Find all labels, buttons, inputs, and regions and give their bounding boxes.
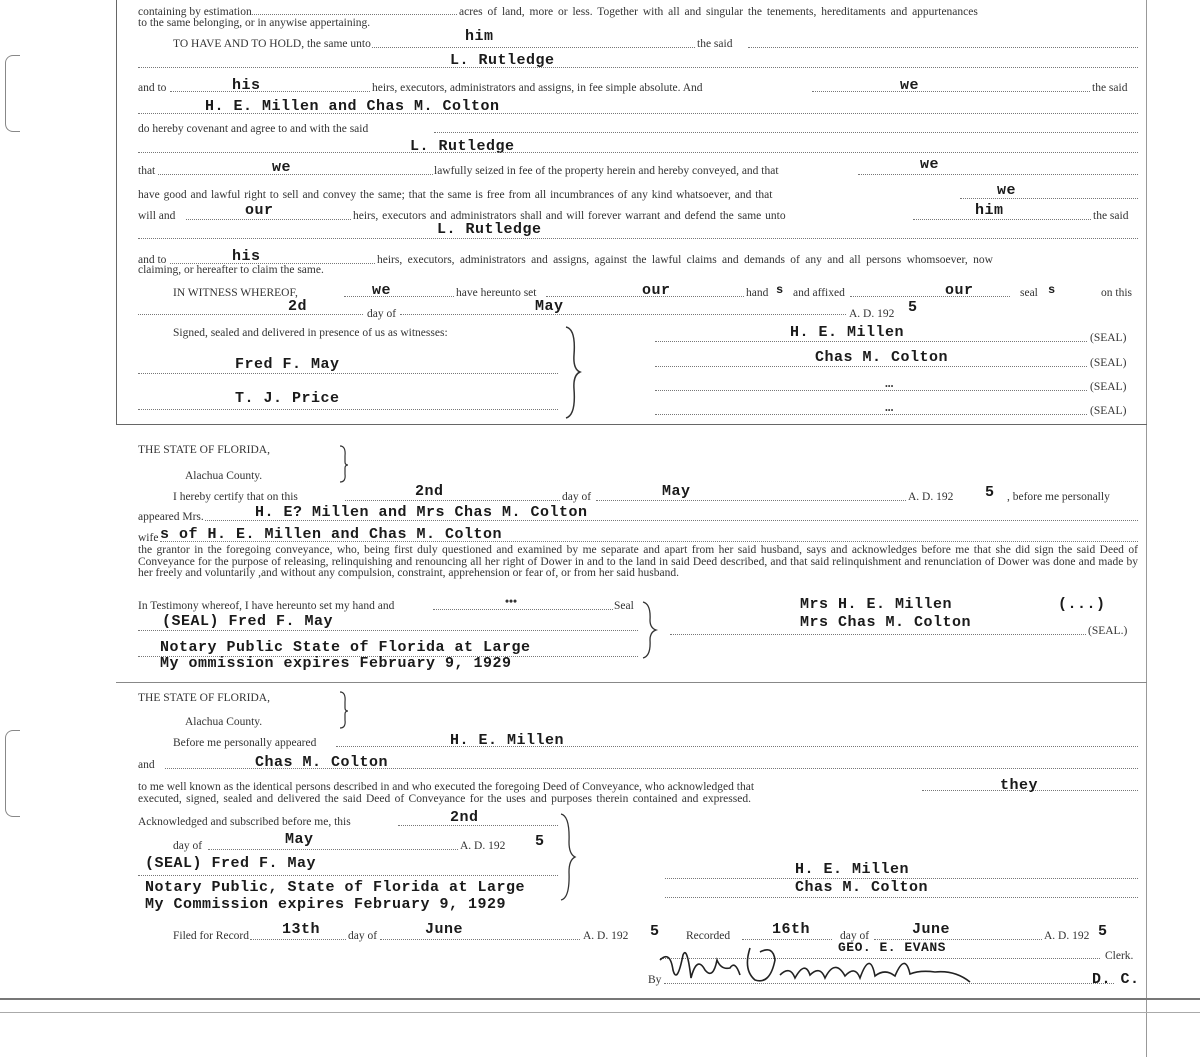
deed-text: will and — [138, 210, 176, 222]
blank-line — [138, 113, 1138, 114]
deed-text: heirs, executors, administrators and assigns, in fee simple absolute. And — [372, 82, 703, 94]
deed-text: heirs, executors, administrators and assigns, against the lawful claims and demands of any and all persons whomsoever, now — [377, 254, 993, 266]
dower-text: appeared Mrs. — [138, 511, 204, 523]
filed-month: June — [425, 921, 464, 938]
typed-entry: 5 — [985, 484, 995, 501]
typed-entry: our — [642, 282, 671, 299]
dower-text: wife — [138, 532, 159, 544]
clerk-name: GEO. E. EVANS — [838, 940, 946, 955]
typed-entry: him — [465, 28, 494, 45]
seal-label: (SEAL) — [1090, 357, 1127, 369]
blank-line — [205, 520, 1138, 521]
blank-signature-mark: ••• — [885, 406, 894, 415]
notary-title: Notary Public, State of Florida at Large — [145, 879, 526, 896]
typed-entry: H. E. Millen — [450, 732, 565, 749]
brace-icon — [338, 444, 350, 484]
section-divider — [116, 424, 1147, 425]
dower-text: Seal — [614, 600, 634, 612]
typed-entry: we — [372, 282, 392, 299]
notary-title: Notary Public State of Florida at Large — [160, 639, 531, 656]
blank-line — [380, 939, 580, 940]
blank-line — [252, 14, 457, 15]
dower-text: In Testimony whereof, I have hereunto set my hand and — [138, 600, 395, 612]
clerk-label: Clerk. — [1105, 950, 1134, 962]
brace-icon — [558, 812, 578, 902]
notary-signature: (SEAL) Fred F. May — [145, 855, 317, 872]
blank-line — [160, 541, 1138, 542]
ack-text: A. D. 192 — [460, 840, 506, 852]
record-text: A. D. 192 — [1044, 930, 1090, 942]
signer-name: Chas M. Colton — [815, 349, 949, 366]
blank-line — [138, 238, 1138, 239]
record-text: Filed for Record — [173, 930, 250, 942]
blank-line — [208, 849, 458, 850]
county-heading: Alachua County. — [185, 470, 263, 482]
deed-text: TO HAVE AND TO HOLD, the same unto — [173, 38, 371, 50]
brace-icon — [338, 690, 350, 730]
signer-name: Mrs H. E. Millen — [800, 596, 953, 613]
witness-name: T. J. Price — [235, 390, 340, 407]
brace-icon — [640, 600, 660, 660]
dower-text: I hereby certify that on this — [173, 491, 298, 503]
deed-text: Signed, sealed and delivered in presence of us as witnesses: — [173, 327, 448, 339]
record-text: day of — [840, 930, 870, 942]
blank-line — [138, 630, 638, 631]
ack-text: executed, signed, sealed and delivered the said Deed of Conveyance for the uses and purposes therein contained and expressed. — [138, 793, 751, 805]
section-divider — [116, 682, 1147, 683]
deed-text: hand — [746, 287, 769, 299]
typed-entry: May — [285, 831, 314, 848]
typed-entry: May — [662, 483, 691, 500]
typed-entry: May — [535, 298, 564, 315]
deputy-clerk-signature — [655, 940, 985, 990]
margin-bracket — [5, 55, 20, 132]
blank-line — [345, 500, 560, 501]
blank-line — [138, 875, 558, 876]
typed-entry: 5 — [908, 299, 918, 316]
record-text: A. D. 192 — [583, 930, 629, 942]
form-border-left — [116, 0, 117, 425]
county-heading: Alachua County. — [185, 716, 263, 728]
typed-entry: s — [1048, 283, 1056, 297]
recorded-year-digit: 5 — [1098, 923, 1108, 940]
deed-text: that — [138, 165, 156, 177]
state-heading: THE STATE OF FLORIDA, — [138, 692, 270, 704]
blank-line — [250, 939, 346, 940]
typed-entry: 5 — [535, 833, 545, 850]
deed-text: claiming, or hereafter to claim the same. — [138, 264, 324, 276]
blank-line — [186, 219, 351, 220]
filed-day: 13th — [282, 921, 321, 938]
blank-line — [434, 132, 1138, 133]
form-border-right — [1146, 0, 1147, 1057]
deed-text: the said — [697, 38, 733, 50]
deed-text: have hereunto set — [456, 287, 537, 299]
blank-line — [596, 500, 906, 501]
signature-line — [655, 414, 1087, 415]
filed-year-digit: 5 — [650, 923, 660, 940]
dower-text: day of — [562, 491, 592, 503]
blank-line — [960, 198, 1138, 199]
blank-signature-mark: ••• — [885, 382, 894, 391]
blank-line — [372, 47, 695, 48]
ack-text: day of — [173, 840, 203, 852]
blank-line — [138, 409, 558, 410]
deed-text: IN WITNESS WHEREOF, — [173, 287, 298, 299]
ack-text: Acknowledged and subscribed before me, this — [138, 816, 351, 828]
deed-text: the said — [1092, 82, 1128, 94]
typed-entry: we — [900, 77, 920, 94]
deed-text: on this — [1101, 287, 1132, 299]
seal-label: (SEAL) — [1090, 405, 1127, 417]
signature-line — [655, 366, 1087, 367]
notary-commission: My ommission expires February 9, 1929 — [160, 655, 512, 672]
deed-text: and to — [138, 254, 167, 266]
record-text: day of — [348, 930, 378, 942]
seal-dots: ••• — [505, 596, 518, 608]
ack-text: and — [138, 759, 155, 771]
deed-text: to the same belonging, or in anywise appertaining. — [138, 17, 371, 29]
state-heading: THE STATE OF FLORIDA, — [138, 444, 270, 456]
deed-text: A. D. 192 — [849, 308, 895, 320]
typed-entry: Chas M. Colton — [255, 754, 389, 771]
deed-text: the said — [1093, 210, 1129, 222]
record-text: Recorded — [686, 930, 731, 942]
signer-name: H. E. Millen — [795, 861, 910, 878]
by-label: By — [648, 974, 662, 986]
signature-line — [665, 897, 1138, 898]
deed-text: and affixed — [793, 287, 845, 299]
blank-line — [138, 152, 1138, 153]
notary-commission: My Commission expires February 9, 1929 — [145, 896, 507, 913]
deed-text: lawfully seized in fee of the property herein and hereby conveyed, and that — [434, 165, 779, 177]
deed-text: and to — [138, 82, 167, 94]
blank-line — [748, 47, 1138, 48]
typed-entry: we — [920, 156, 940, 173]
typed-entry: his — [232, 248, 261, 265]
deed-text: day of — [367, 308, 397, 320]
page-bottom-rule — [0, 998, 1200, 1000]
blank-line — [344, 296, 454, 297]
deed-text: containing by estimation — [138, 6, 252, 18]
brace-icon — [562, 325, 582, 420]
blank-line — [433, 609, 613, 610]
ack-text: to me well known as the identical persons described in and who executed the foregoing Deed of Conveyance, who acknowledged that — [138, 781, 755, 793]
deputy-clerk-label: D. C. — [1092, 971, 1140, 988]
blank-line — [138, 67, 1138, 68]
deed-text: seal — [1020, 287, 1038, 299]
signature-line — [655, 341, 1087, 342]
margin-bracket — [5, 730, 20, 817]
dower-text: , before me personally — [1007, 491, 1110, 503]
blank-line — [812, 91, 1090, 92]
deed-text: have good and lawful right to sell and convey the same; that the same is free from all incumbrances of any kind whatsoever, and that — [138, 189, 773, 201]
blank-line — [913, 219, 1091, 220]
grantee-name: L. Rutledge — [450, 52, 555, 69]
typed-entry: we — [997, 182, 1017, 199]
typed-entry: 2d — [288, 298, 308, 315]
deed-text: acres of land, more or less. Together with all and singular the tenements, hereditaments and appurtenances — [459, 6, 978, 18]
grantee-name: L. Rutledge — [437, 221, 542, 238]
seal-label: (SEAL) — [1090, 381, 1127, 393]
typed-entry: our — [245, 202, 274, 219]
recorded-month: June — [912, 921, 951, 938]
signature-line — [655, 390, 1087, 391]
typed-entry: him — [975, 202, 1004, 219]
typed-entry: his — [232, 77, 261, 94]
signer-mark: (...) — [1058, 596, 1106, 613]
ack-text: Before me personally appeared — [173, 737, 317, 749]
grantee-name: L. Rutledge — [410, 138, 515, 155]
recorded-day: 16th — [772, 921, 811, 938]
blank-line — [858, 174, 1138, 175]
dower-text: A. D. 192 — [908, 491, 954, 503]
wife-of: s of H. E. Millen and Chas M. Colton — [160, 526, 503, 543]
typed-entry: we — [272, 159, 292, 176]
signer-name: H. E. Millen — [790, 324, 905, 341]
signer-name: Mrs Chas M. Colton — [800, 614, 972, 631]
typed-entry: s — [776, 283, 784, 297]
typed-entry: our — [945, 282, 974, 299]
signature-line — [670, 634, 1086, 635]
typed-entry: 2nd — [450, 809, 479, 826]
deed-text: heirs, executors and administrators shall and will forever warrant and defend the same unto — [353, 210, 786, 222]
witness-name: Fred F. May — [235, 356, 340, 373]
blank-line — [850, 296, 1010, 297]
grantor-names: H. E. Millen and Chas M. Colton — [205, 98, 500, 115]
dower-paragraph: the grantor in the foregoing conveyance, who, being first duly questioned and examined by me separate and apart from her said husband, says and acknowledges before me that she did sign the said Deed of Conveyance for the purpose of releasing, relinquishing and renouncing all her right of Dower in and to the land in said Deed described, and that said relinquishment and renunciation of Dower was done and made by her freely and voluntarily ,and without any compulsion, constraint, apprehension or fear of, or from her said husband. — [138, 544, 1138, 579]
wives-names: H. E? Millen and Mrs Chas M. Colton — [255, 504, 588, 521]
blank-line — [400, 314, 846, 315]
blank-line — [138, 373, 558, 374]
seal-label: (SEAL.) — [1088, 625, 1128, 637]
page-bottom-rule — [0, 1012, 1200, 1013]
blank-line — [138, 314, 363, 315]
deed-text: do hereby covenant and agree to and with the said — [138, 123, 369, 135]
blank-line — [158, 174, 433, 175]
blank-line — [170, 91, 370, 92]
signer-name: Chas M. Colton — [795, 879, 929, 896]
seal-label: (SEAL) — [1090, 332, 1127, 344]
typed-entry: they — [1000, 777, 1039, 794]
notary-signature: (SEAL) Fred F. May — [162, 613, 334, 630]
typed-entry: 2nd — [415, 483, 444, 500]
